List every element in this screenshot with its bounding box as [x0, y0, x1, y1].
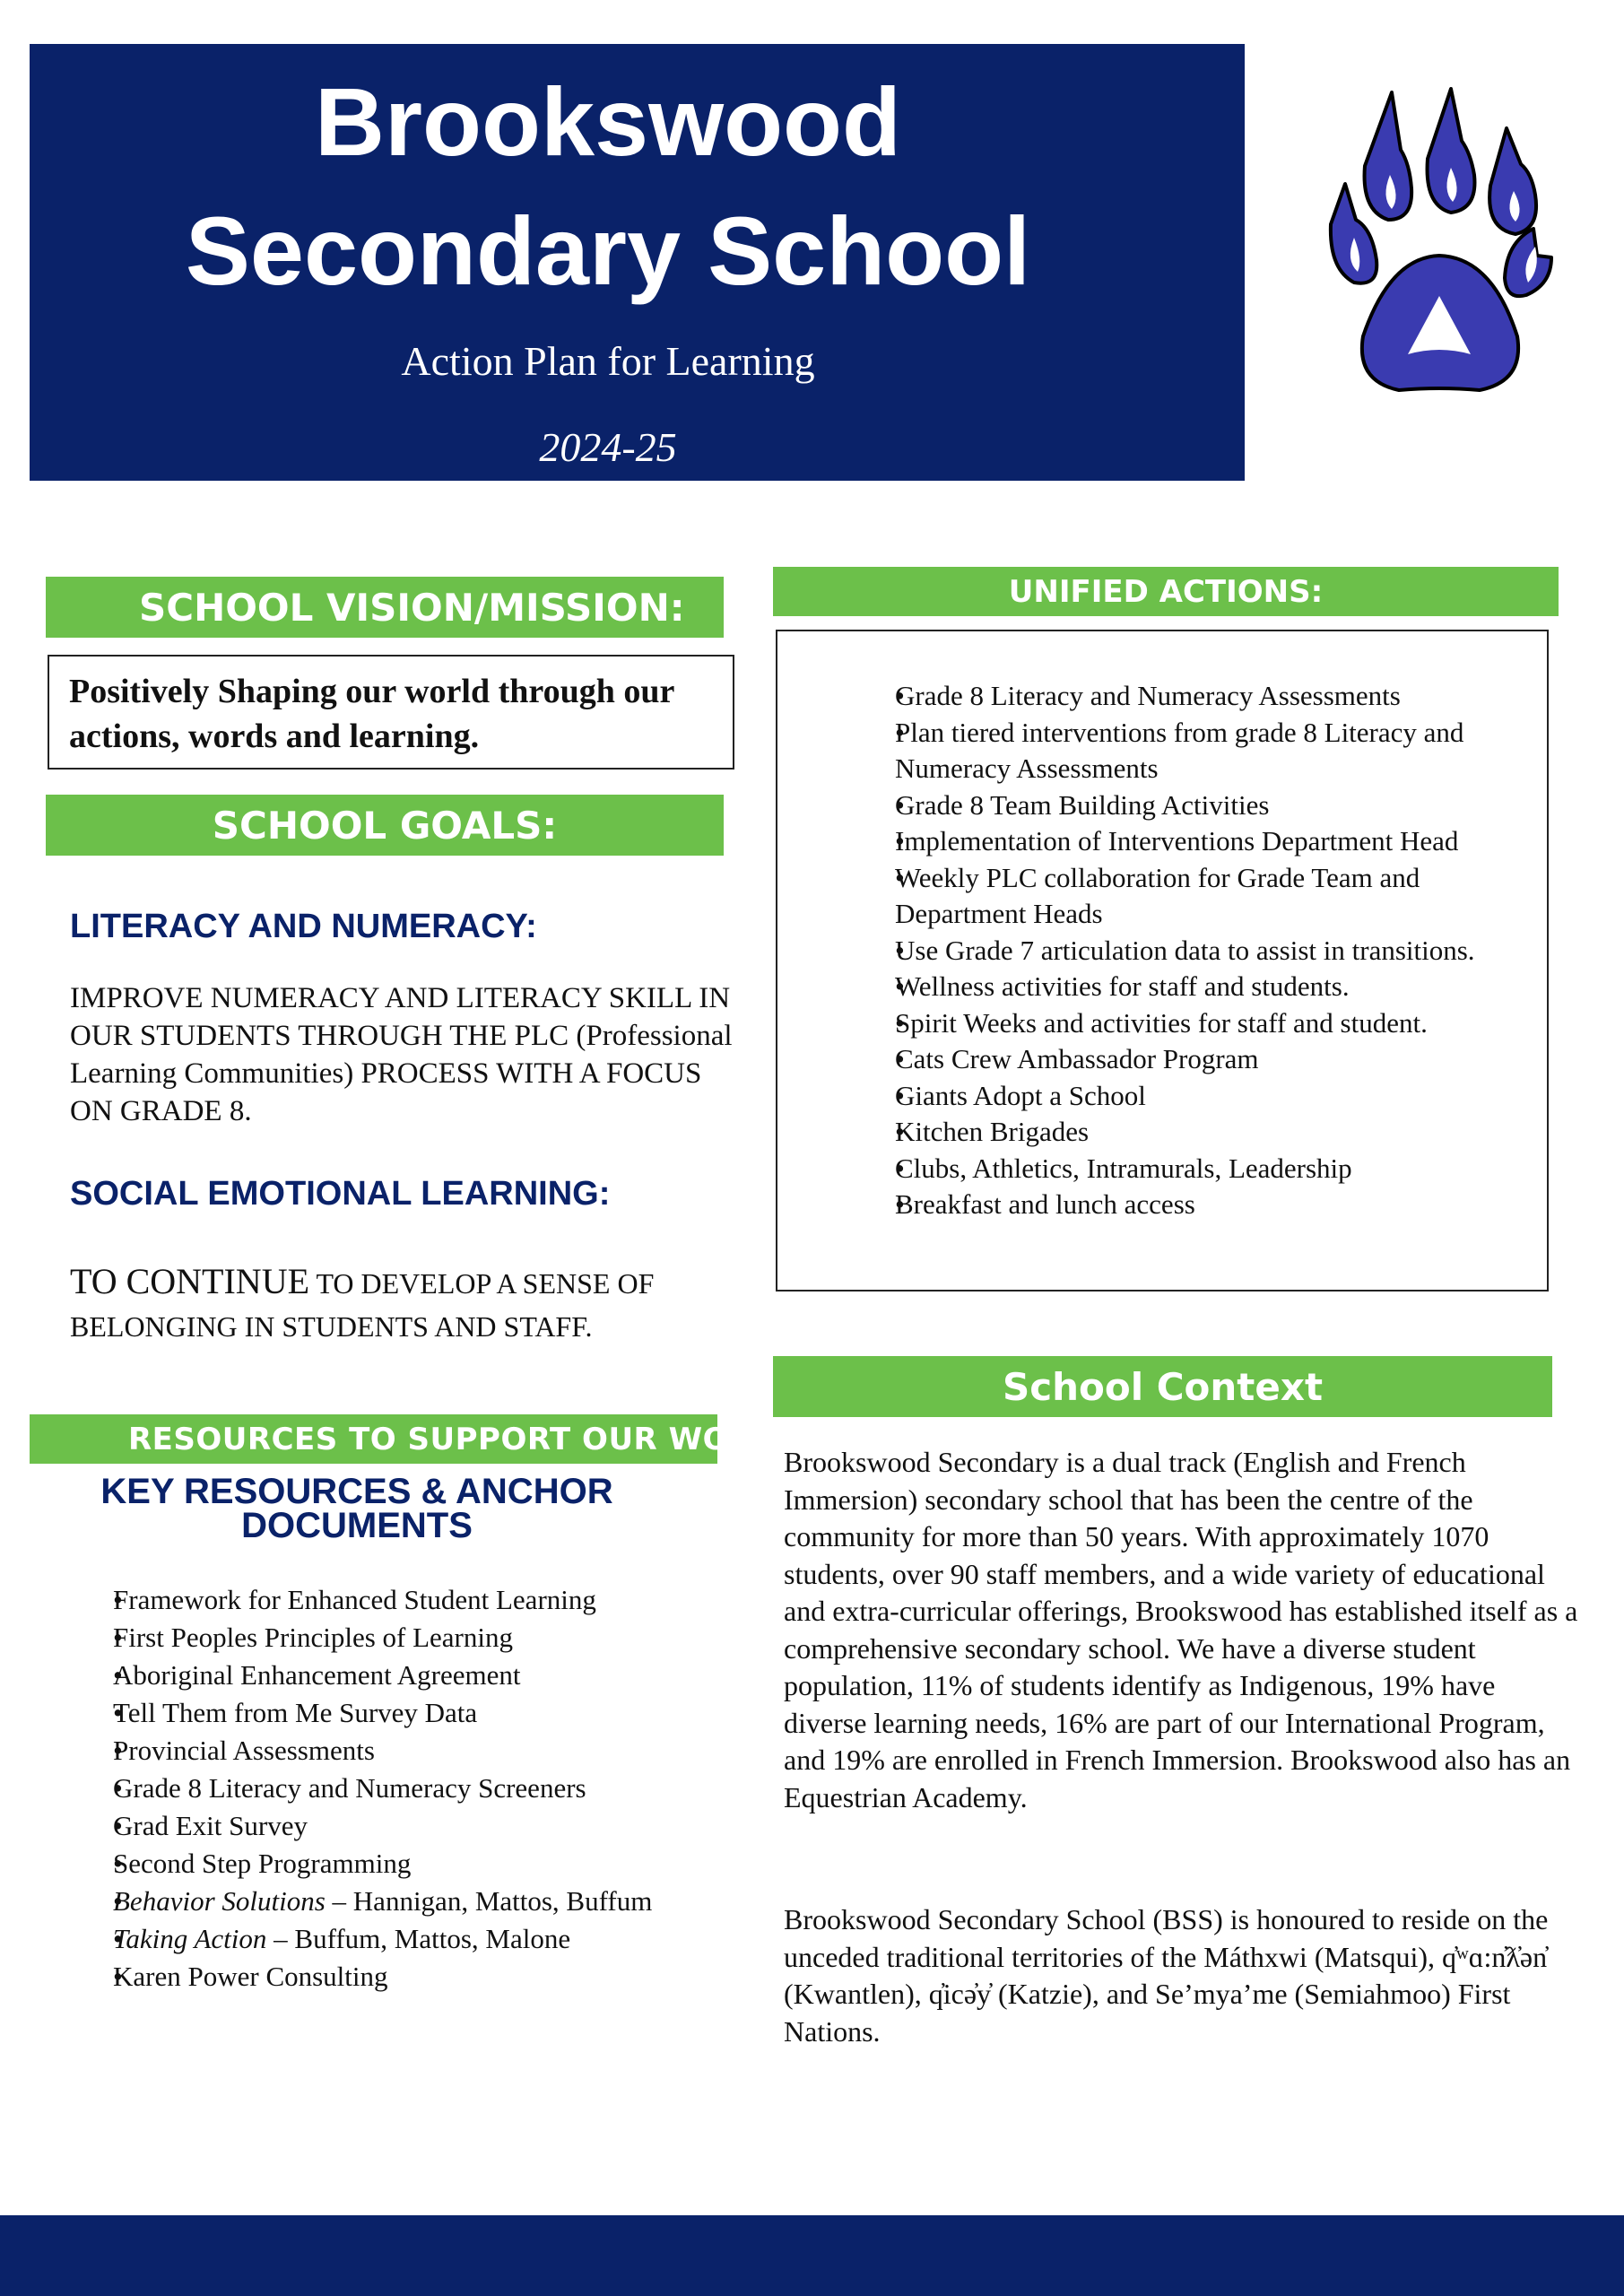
list-item: • Behavior Solutions – Hannigan, Mattos, Buffum — [63, 1883, 669, 1920]
list-item: • First Peoples Principles of Learning — [63, 1619, 708, 1657]
sel-text-lead: TO CONTINUE — [70, 1261, 310, 1301]
vision-heading: SCHOOL VISION/MISSION: — [46, 577, 724, 638]
resources-subheading: KEY RESOURCES & ANCHOR DOCUMENTS — [100, 1472, 613, 1545]
list-item: • Use Grade 7 articulation data to assist in transitions. — [843, 933, 1533, 970]
list-item: • Karen Power Consulting — [63, 1958, 708, 1996]
list-item: • Taking Action – Buffum, Mattos, Malone — [63, 1920, 708, 1958]
list-item: • Breakfast and lunch access — [843, 1187, 1533, 1223]
vision-statement: Positively Shaping our world through our actions, words and learning. — [48, 655, 734, 770]
list-item: • Tell Them from Me Survey Data — [63, 1694, 708, 1732]
sel-text — [70, 1260, 751, 1348]
sel-heading: SOCIAL EMOTIONAL LEARNING: — [70, 1175, 611, 1213]
context-heading: School Context — [773, 1356, 1552, 1417]
footer-bar — [0, 2215, 1624, 2296]
unified-heading: UNIFIED ACTIONS: — [773, 567, 1559, 616]
list-item: • Grade 8 Literacy and Numeracy Screeners — [63, 1770, 708, 1807]
list-item: • Clubs, Athletics, Intramurals, Leadership — [843, 1151, 1533, 1187]
list-item: • Grade 8 Team Building Activities — [843, 787, 1533, 824]
literacy-text: IMPROVE NUMERACY AND LITERACY SKILL IN OUR STUDENTS THROUGH THE PLC (Professional Learning Communities) PROCESS WITH A FOCUS ON GRADE 8. — [70, 982, 733, 1127]
resources-heading: RESOURCES TO SUPPORT OUR WORK: — [30, 1414, 717, 1464]
sel-text-rest: TO DEVELOP A SENSE OF BELONGING IN STUDENTS AND STAFF. — [70, 1267, 655, 1343]
list-item: • Spirit Weeks and activities for staff and student. — [843, 1005, 1533, 1042]
unified-list — [843, 678, 1533, 1223]
school-name-line1: Brookswood — [314, 67, 901, 176]
literacy-heading: LITERACY AND NUMERACY: — [70, 908, 537, 945]
list-item: • Second Step Programming — [63, 1845, 708, 1883]
goals-heading: SCHOOL GOALS: — [46, 795, 724, 856]
school-name-line2: Secondary School — [185, 196, 1031, 305]
list-item: • Kitchen Brigades — [843, 1114, 1533, 1151]
plan-title: Action Plan for Learning — [401, 338, 815, 384]
list-item: • Plan tiered interventions from grade 8 Literacy and Numeracy Assessments — [843, 715, 1533, 787]
list-item: • Wellness activities for staff and students. — [843, 969, 1533, 1005]
list-item: • Implementation of Interventions Department Head — [843, 823, 1533, 860]
plan-year: 2024-25 — [539, 424, 677, 470]
list-item: • Framework for Enhanced Student Learning — [63, 1581, 708, 1619]
list-item: • Giants Adopt a School — [843, 1078, 1533, 1115]
list-item: • Grade 8 Literacy and Numeracy Assessments — [843, 678, 1533, 715]
list-item: • Provincial Assessments — [63, 1732, 708, 1770]
context-paragraph-2: Brookswood Secondary School (BSS) is honoured to reside on the unceded traditional territories of the Máthxwi (Matsqui), q̓ʷɑ:n̓ƛ̓ən̓ (Kwantlen), q̓icə̓y̓ (Katzie), and Se’mya’me (Semiahmoo) First Nations. — [784, 1903, 1549, 2048]
context-paragraph-1: Brookswood Secondary is a dual track (English and French Immersion) secondary school that has been the centre of the community for more than 50 years. With approximately 1070 students, over 90 staff members, and a wide variety of educational and extra-curricular offerings, Brookswood has established itself as a comprehensive secondary school. We have a diverse student population, 11% of students identify as Indigenous, 19% have diverse learning needs, 16% are part of our International Program, and 19% are enrolled in French Immersion. Brookswood also has an Equestrian Academy. — [784, 1446, 1578, 1813]
paw-print-icon — [1327, 85, 1556, 404]
resources-list — [63, 1581, 708, 1996]
list-item: • Cats Crew Ambassador Program — [843, 1041, 1533, 1078]
list-item: • Aboriginal Enhancement Agreement — [63, 1657, 708, 1694]
list-item: • Weekly PLC collaboration for Grade Team and Department Heads — [843, 860, 1533, 933]
list-item: • Grad Exit Survey — [63, 1807, 708, 1845]
